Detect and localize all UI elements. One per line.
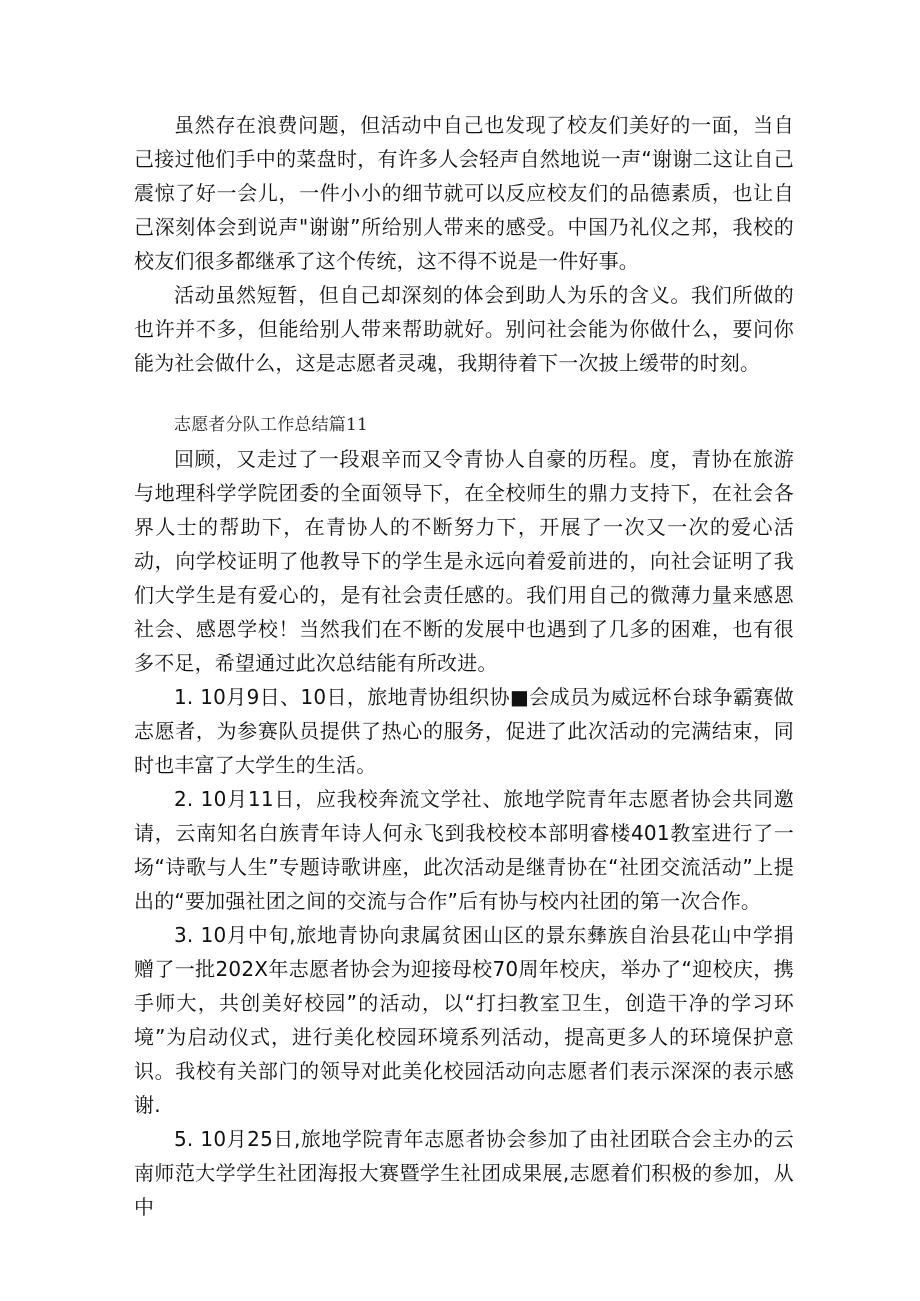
list-item-poster-contest: 5. 10月25日,旅地学院青年志愿者协会参加了由社团联合会主办的云南师范大学学生社团海报大赛暨学生社团成果展,志愿着们积极的参加，从中 [134, 1127, 794, 1219]
list-item-school-donation: 3. 10月中旬,旅地青协向隶属贫困山区的景东彝族自治县花山中学捐赠了一批202X年志愿者协会为迎接母校70周年校庆，举办了“迎校庆，携手师大，共创美好校园”的活动，以“打扫教室卫生，创造干净的学习环境”为启动仪式，进行美化校园环境系列活动，提高更多人的环境保护意识。我校有关部门的领导对此美化校园活动向志愿者们表示深深的表示感谢. [134, 923, 794, 1117]
paragraph-activity-reflection: 活动虽然短暂，但自己却深刻的体会到助人为乐的含义。我们所做的也许并不多，但能给别人带来帮助就好。别问社会能为你做什么，要问你能为社会做什么，这是志愿者灵魂，我期待着下一次披上缓带的时刻。 [134, 283, 794, 375]
list-item-billiards-volunteer: 1. 10月9日、10日，旅地青协组织协■会成员为威远杯台球争霸赛做志愿者，为参赛队员提供了热心的服务，促进了此次活动的完满结束，同时也丰富了大学生的生活。 [134, 685, 794, 777]
list-item-poetry-lecture: 2. 10月11日，应我校奔流文学社、旅地学院青年志愿者协会共同邀请，云南知名白族青年诗人何永飞到我校校本部明睿楼401教室进行了一场“诗歌与人生”专题诗歌讲座，此次活动是继青协在“社团交流活动”上提出的“要加强社团之间的交流与合作”后有协与校内社团的第一次合作。 [134, 787, 794, 913]
document-body [134, 108, 794, 1224]
section-title: 志愿者分队工作总结篇11 [174, 415, 369, 435]
paragraph-thanks-reflection: 虽然存在浪费问题，但活动中自己也发现了校友们美好的一面，当自己接过他们手中的菜盘时，有许多人会轻声自然地说一声“谢谢二这让自己震惊了好一会儿，一件小小的细节就可以反应校友们的品德素质，也让自己深刻体会到说声"谢谢”所给别人带来的感受。中国乃礼仪之邦，我校的校友们很多都继承了这个传统，这不得不说是一件好事。 [134, 113, 794, 273]
paragraph-review: 回顾，又走过了一段艰辛而又令青协人自豪的历程。度，青协在旅游与地理科学学院团委的全面领导下，在全校师生的鼎力支持下，在社会各界人士的帮助下，在青协人的不断努力下，开展了一次又一次的爱心活动，向学校证明了他教导下的学生是永远向着爱前进的，向社会证明了我们大学生是有爱心的，是有社会责任感的。我们用自己的微薄力量来感恩社会、感恩学校！当然我们在不断的发展中也遇到了几多的困难，也有很多不足，希望通过此次总结能有所改进。 [134, 447, 794, 675]
